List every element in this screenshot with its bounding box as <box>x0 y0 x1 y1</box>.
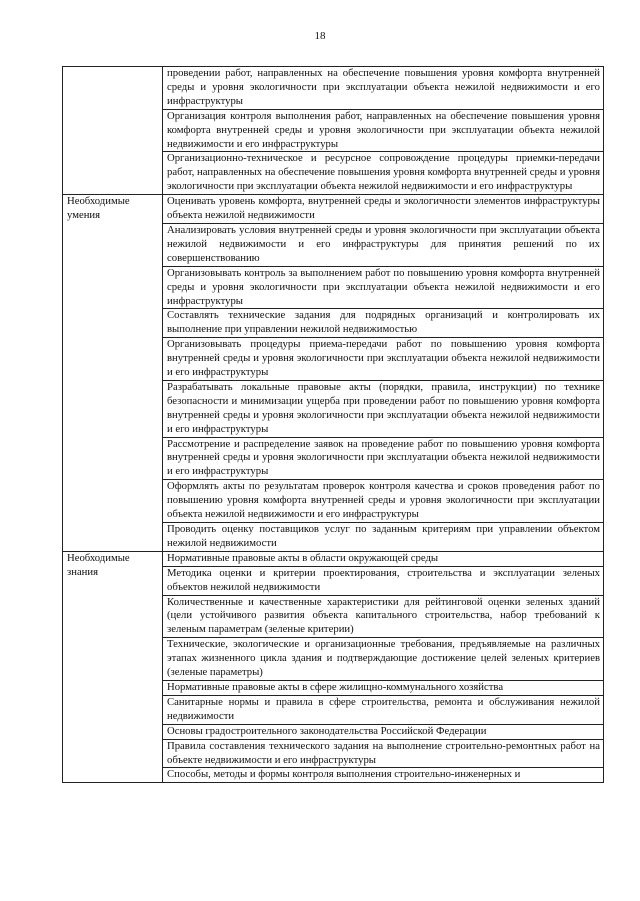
section-label-skills: Необходимые умения <box>63 195 163 552</box>
page-number: 18 <box>314 30 326 42</box>
item-cell: Количественные и качественные характеристики для рейтинговой оценки зеленых зданий (цели устойчивого развития объекта капитального строительства, набор требований к зеленым параметрам (зеленые критерии) <box>163 595 604 638</box>
item-cell: Основы градостроительного законодательства Российской Федерации <box>163 724 604 739</box>
section-cell <box>63 67 163 195</box>
item-cell: Правила составления технического задания на выполнение строительно-ремонтных работ на объекте недвижимости и его инфраструктуры <box>163 739 604 768</box>
item-cell: Санитарные нормы и правила в сфере строительства, ремонта и обслуживания нежилой недвижимости <box>163 695 604 724</box>
table-row <box>63 551 604 566</box>
item-cell: Проводить оценку поставщиков услуг по заданным критериям при управлении объектом нежилой недвижимости <box>163 523 604 552</box>
table-row <box>63 195 604 224</box>
item-cell: Разрабатывать локальные правовые акты (порядки, правила, инструкции) по технике безопасности и минимизации ущерба при проведении работ по повышению уровня комфорта внутренней среды и уровня экологичности при эксплуатации объекта нежилой недвижимости и его инфраструктуры <box>163 380 604 437</box>
item-cell: Способы, методы и формы контроля выполнения строительно-инженерных и <box>163 768 604 783</box>
item-cell: Рассмотрение и распределение заявок на проведение работ по повышению уровня комфорта внутренней среды и уровня экологичности при эксплуатации объекта нежилой недвижимости и его инфраструктуры <box>163 437 604 480</box>
item-cell: Методика оценки и критерии проектирования, строительства и эксплуатации зеленых объектов нежилой недвижимости <box>163 566 604 595</box>
item-cell: Оформлять акты по результатам проверок контроля качества и сроков проведения работ по повышению уровня комфорта внутренней среды и уровня экологичности при эксплуатации объекта нежилой недвижимости и его инфраструктуры <box>163 480 604 523</box>
item-cell: Технические, экологические и организационные требования, предъявляемые на различных этапах жизненного цикла здания и подтверждающие достижение целей зеленых критериев (зеленые параметры) <box>163 638 604 681</box>
requirements-table <box>62 66 604 783</box>
item-cell: Составлять технические задания для подрядных организаций и контролировать их выполнение при управлении нежилой недвижимостью <box>163 309 604 338</box>
table-row <box>63 67 604 110</box>
item-cell: Организационно-техническое и ресурсное сопровождение процедуры приемки-передачи работ, направленных на обеспечение повышения уровня комфорта внутренней среды и уровня экологичности при эксплуатации объекта нежилой недвижимости и его инфраструктуры <box>163 152 604 195</box>
item-cell: проведении работ, направленных на обеспечение повышения уровня комфорта внутренней среды и уровня экологичности при эксплуатации объекта нежилой недвижимости и его инфраструктуры <box>163 67 604 110</box>
section-label-knowledge: Необходимые знания <box>63 551 163 783</box>
item-cell: Нормативные правовые акты в области окружающей среды <box>163 551 604 566</box>
item-cell: Организовывать процедуры приема-передачи работ по повышению уровня комфорта внутренней среды и уровня экологичности при эксплуатации объекта нежилой недвижимости и его инфраструктуры <box>163 338 604 381</box>
item-cell: Анализировать условия внутренней среды и уровня экологичности при эксплуатации объекта нежилой недвижимости и его инфраструктуры для принятия решений по их совершенствованию <box>163 223 604 266</box>
item-cell: Организация контроля выполнения работ, направленных на обеспечение повышения уровня комфорта внутренней среды и уровня экологичности при эксплуатации объекта нежилой недвижимости и его инфраструктуры <box>163 109 604 152</box>
item-cell: Оценивать уровень комфорта, внутренней среды и экологичности элементов инфраструктуры объекта нежилой недвижимости <box>163 195 604 224</box>
item-cell: Нормативные правовые акты в сфере жилищно-коммунального хозяйства <box>163 680 604 695</box>
item-cell: Организовывать контроль за выполнением работ по повышению уровня комфорта внутренней среды и уровня экологичности при эксплуатации объекта нежилой недвижимости и его инфраструктуры <box>163 266 604 309</box>
